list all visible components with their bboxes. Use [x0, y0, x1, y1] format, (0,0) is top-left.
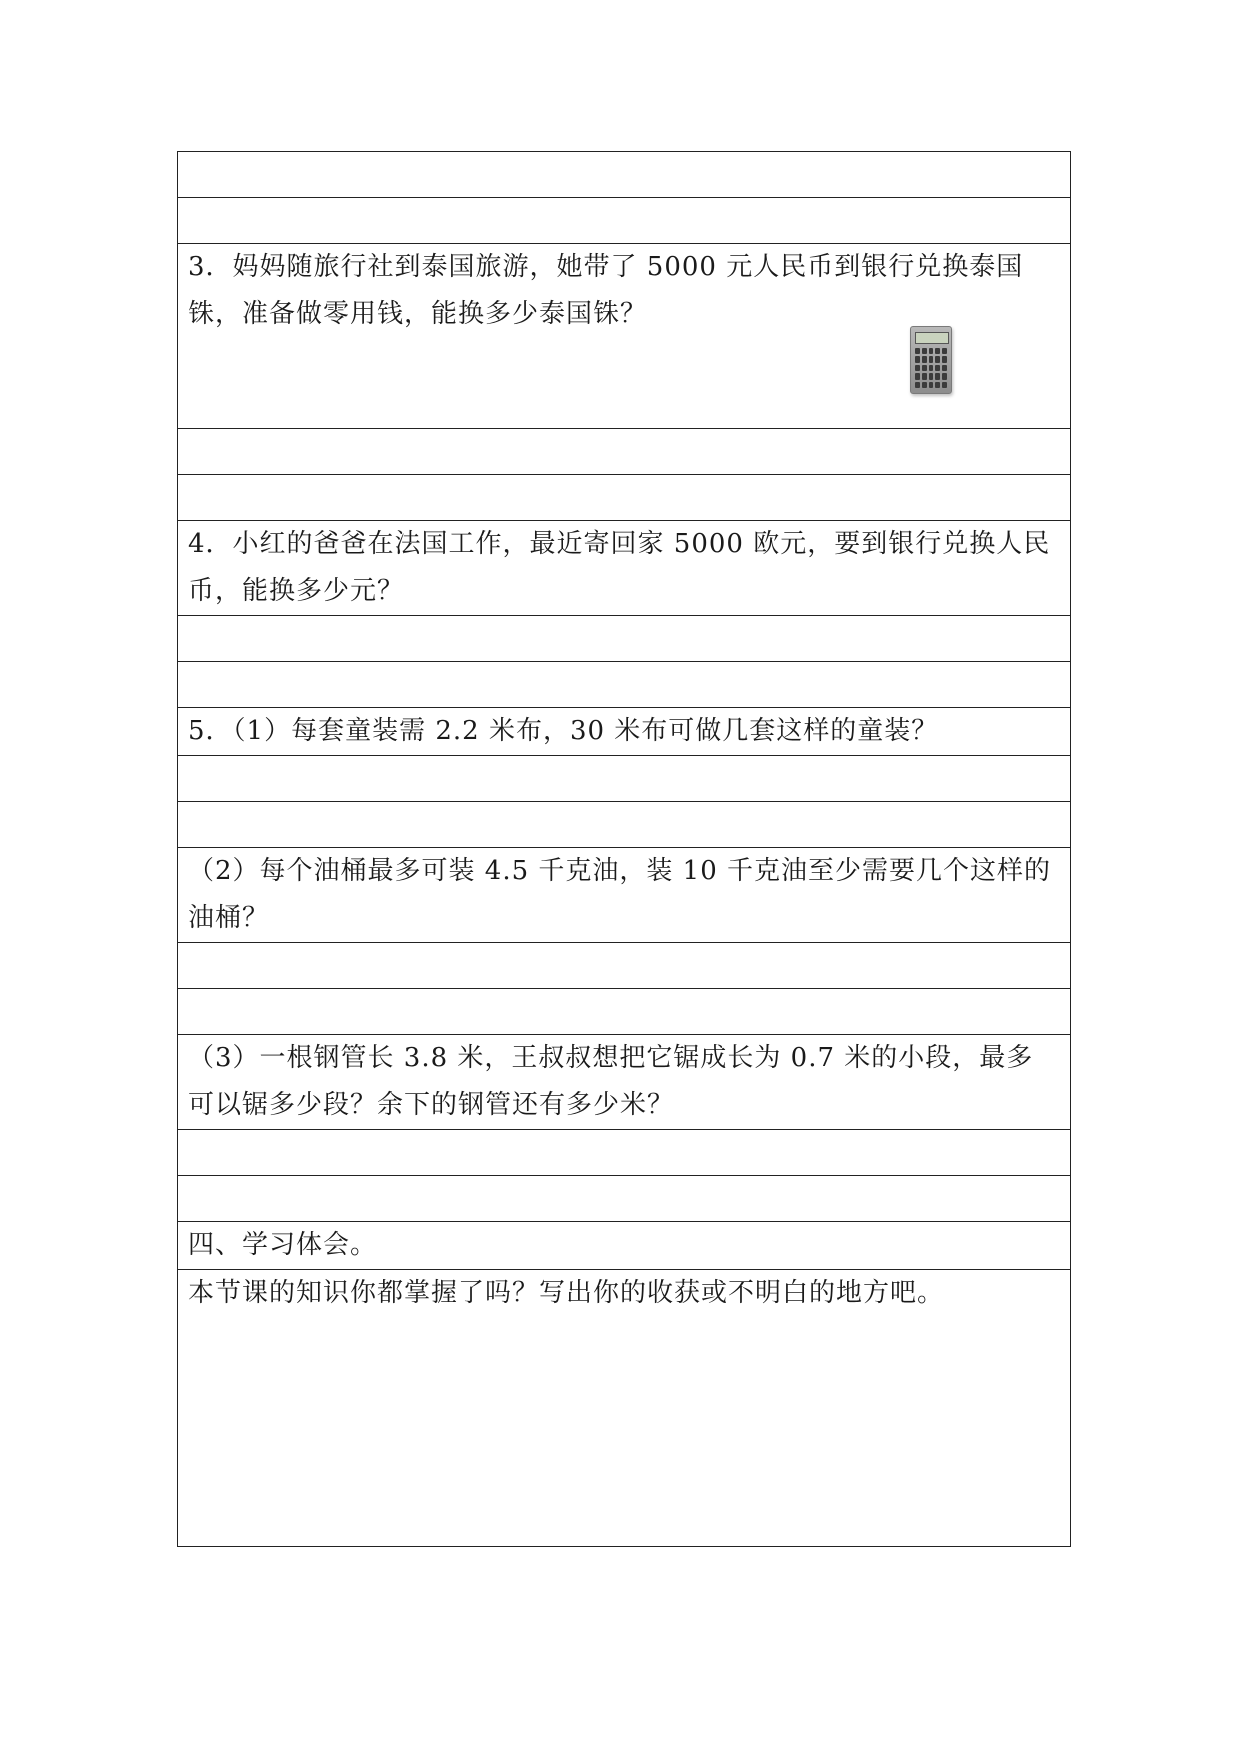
answer-cell[interactable] — [178, 198, 1071, 244]
question-5-2-text: （2）每个油桶最多可装 4.5 千克油，装 10 千克油至少需要几个这样的油桶？ — [188, 856, 1052, 933]
question-5-1-text: 5．（1）每套童装需 2.2 米布，30 米布可做几套这样的童装？ — [188, 716, 939, 746]
question-cell — [178, 521, 1071, 616]
section-heading-cell — [178, 1222, 1071, 1270]
question-5-3-text: （3）一根钢管长 3.8 米，王叔叔想把它锯成长为 0.7 米的小段，最多可以锯多少段？余下的钢管还有多少米？ — [188, 1043, 1034, 1120]
answer-cell[interactable] — [178, 802, 1071, 848]
answer-line — [178, 943, 1071, 989]
answer-line — [178, 1130, 1071, 1176]
answer-cell[interactable] — [178, 989, 1071, 1035]
section-4-heading-row — [178, 1222, 1071, 1270]
question-row-3 — [178, 244, 1071, 429]
answer-line — [178, 802, 1071, 848]
worksheet-table — [177, 151, 1071, 1547]
question-row-5-3 — [178, 1035, 1071, 1130]
answer-line — [178, 198, 1071, 244]
answer-line — [178, 662, 1071, 708]
answer-line — [178, 475, 1071, 521]
answer-cell[interactable] — [178, 152, 1071, 198]
answer-line — [178, 756, 1071, 802]
calculator-icon — [910, 326, 952, 394]
answer-cell[interactable] — [178, 475, 1071, 521]
answer-line — [178, 616, 1071, 662]
section-4-heading: 四、学习体会。 — [188, 1230, 378, 1260]
question-row-5-1 — [178, 708, 1071, 756]
answer-cell[interactable] — [178, 616, 1071, 662]
answer-line — [178, 989, 1071, 1035]
answer-line — [178, 1176, 1071, 1222]
reflection-row — [178, 1270, 1071, 1547]
reflection-prompt: 本节课的知识你都掌握了吗？写出你的收获或不明白的地方吧。 — [188, 1278, 945, 1308]
answer-line — [178, 429, 1071, 475]
answer-cell[interactable] — [178, 1176, 1071, 1222]
question-4-text: 4．小红的爸爸在法国工作，最近寄回家 5000 欧元，要到银行兑换人民币，能换多少元？ — [188, 529, 1051, 606]
question-cell — [178, 708, 1071, 756]
answer-cell[interactable] — [178, 756, 1071, 802]
answer-cell[interactable] — [178, 1130, 1071, 1176]
question-cell — [178, 848, 1071, 943]
question-3-text: 3．妈妈随旅行社到泰国旅游，她带了 5000 元人民币到银行兑换泰国铢，准备做零用钱，能换多少泰国铢？ — [188, 252, 1024, 329]
reflection-cell[interactable] — [178, 1270, 1071, 1547]
question-row-5-2 — [178, 848, 1071, 943]
answer-line — [178, 152, 1071, 198]
answer-cell[interactable] — [178, 662, 1071, 708]
answer-cell[interactable] — [178, 943, 1071, 989]
question-row-4 — [178, 521, 1071, 616]
question-cell — [178, 1035, 1071, 1130]
answer-cell[interactable] — [178, 429, 1071, 475]
question-cell — [178, 244, 1071, 429]
